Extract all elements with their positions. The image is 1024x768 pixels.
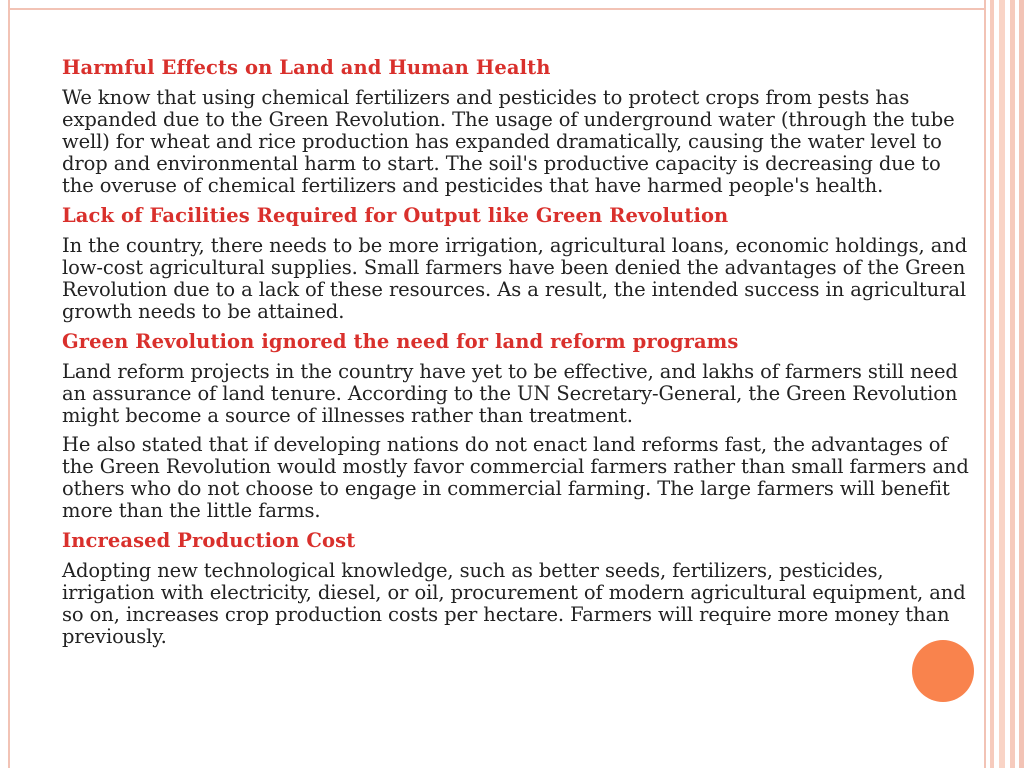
frame-left-border: [8, 0, 10, 768]
decorative-stripe: [1019, 0, 1024, 768]
section-paragraph: Land reform projects in the country have yet to be effective, and lakhs of farmers still need an assurance of land tenure. According to the UN Secretary-General, the Green Revolution might become a source of illnesses rather than treatment.: [62, 360, 958, 427]
decorative-circle: [912, 640, 974, 702]
section-paragraph: He also stated that if developing nations do not enact land reforms fast, the advantages of the Green Revolution would mostly favor commercial farmers rather than small farmers and others who do not choose to engage in commercial farming. The large farmers will benefit more than the little farms.: [62, 433, 969, 522]
section-paragraph: In the country, there needs to be more irrigation, agricultural loans, economic holdings, and low-cost agricultural supplies. Small farmers have been denied the advantages of the Green Revolution due to a lack of these resources. As a result, the intended success in agricultural growth needs to be attained.: [62, 234, 968, 323]
section-heading-production-cost: Increased Production Cost: [62, 529, 356, 552]
section-paragraph: Adopting new technological knowledge, such as better seeds, fertilizers, pesticides, irrigation with electricity, diesel, or oil, procurement of modern agricultural equipment, and so on, increases crop production costs per hectare. Farmers will require more money than previously.: [62, 559, 966, 648]
decorative-stripe: [1010, 0, 1015, 768]
section-heading-harmful-effects: Harmful Effects on Land and Human Health: [62, 56, 551, 79]
slide-content: [62, 56, 972, 655]
decorative-stripe: [984, 0, 986, 768]
section-paragraph: We know that using chemical fertilizers and pesticides to protect crops from pests has expanded due to the Green Revolution. The usage of underground water (through the tube well) for wheat and rice production has expanded dramatically, causing the water level to drop and environmental harm to start. The soil's productive capacity is decreasing due to the overuse of chemical fertilizers and pesticides that have harmed people's health.: [62, 86, 955, 197]
decorative-stripe: [999, 0, 1005, 768]
decorative-stripe: [990, 0, 994, 768]
section-heading-land-reform: Green Revolution ignored the need for land reform programs: [62, 330, 739, 353]
section-heading-lack-of-facilities: Lack of Facilities Required for Output like Green Revolution: [62, 204, 729, 227]
frame-top-border: [8, 0, 984, 10]
